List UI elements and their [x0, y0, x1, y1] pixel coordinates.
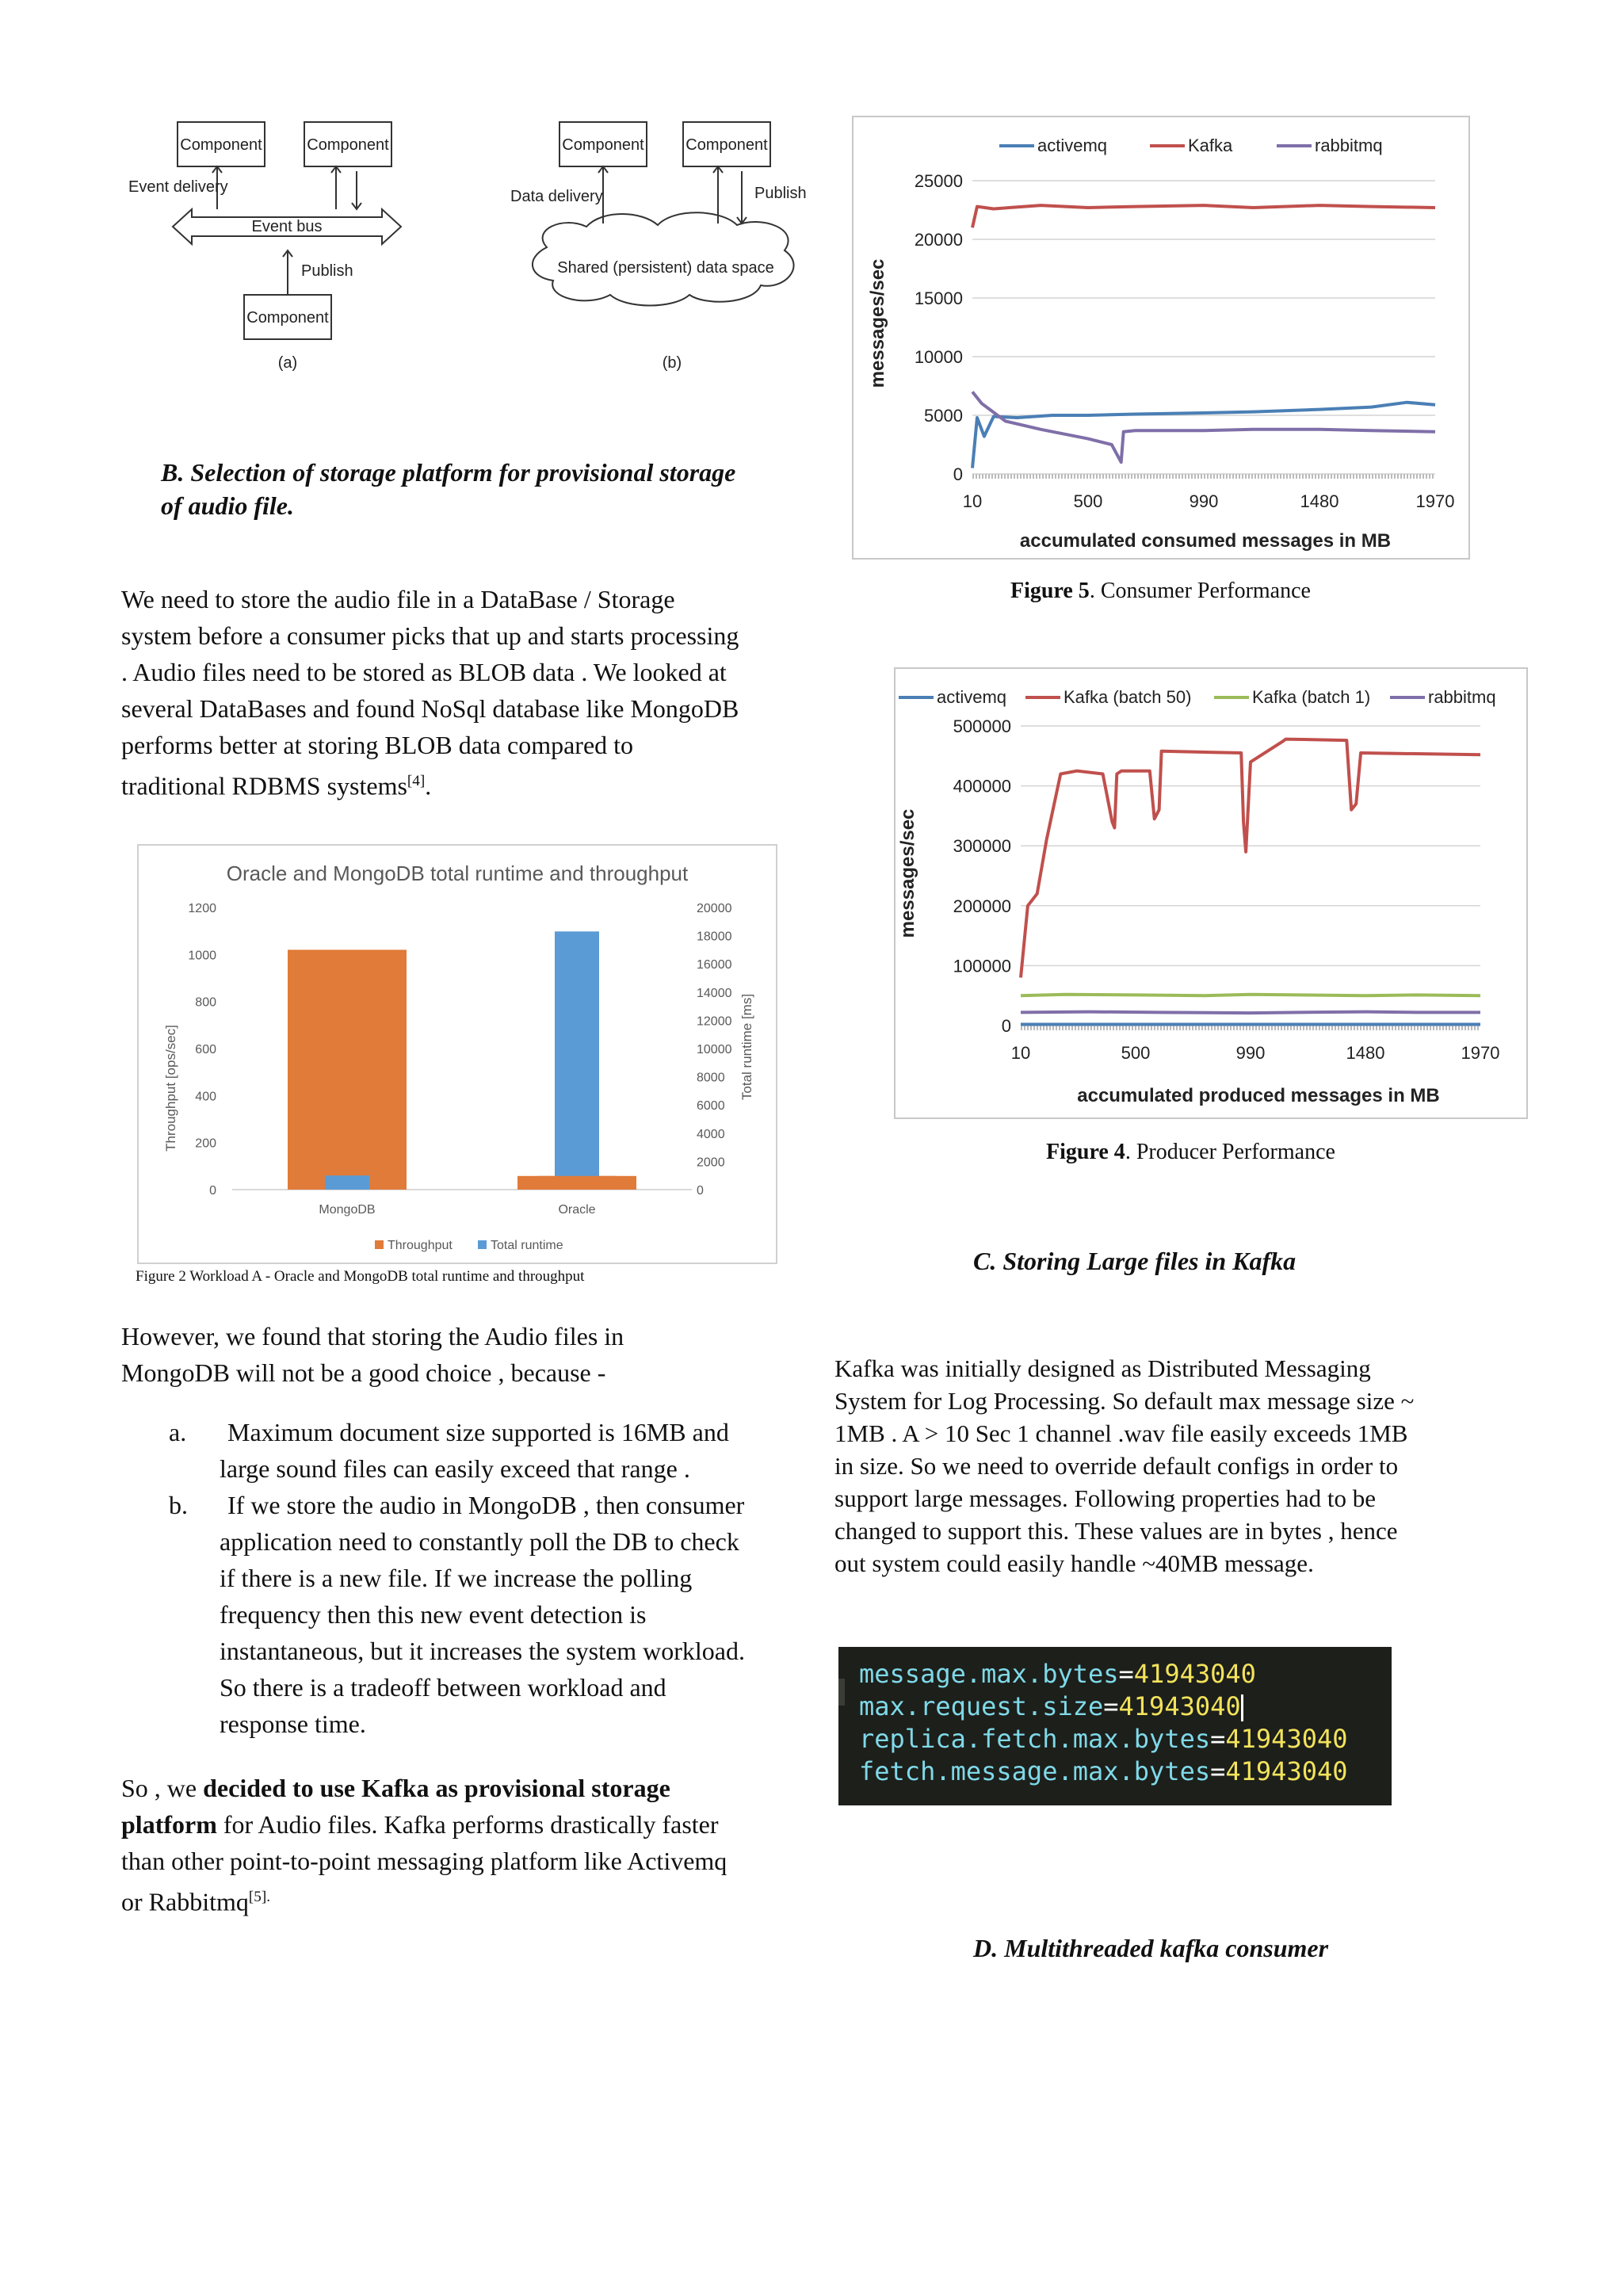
- y-tick-label-right: 12000: [697, 1014, 732, 1029]
- para3-bold: decided to use Kafka as provisional storage: [203, 1774, 670, 1802]
- list-item-line: frequency then this new event detection is: [220, 1600, 647, 1629]
- list-item-line: If we store the audio in MongoDB , then consumer: [227, 1491, 745, 1519]
- y-tick-label: 25000: [914, 171, 963, 191]
- data-delivery-label: Data delivery: [510, 188, 603, 205]
- y-axis-label: messages/sec: [897, 808, 918, 938]
- y-tick-label: 400: [195, 1090, 216, 1104]
- para-line: 1MB . A > 10 Sec 1 channel .wav file easily exceeds 1MB: [834, 1419, 1408, 1447]
- y-tick-label: 500000: [953, 716, 1011, 736]
- para3-bold: platform: [121, 1810, 217, 1839]
- shared-data-space-label: Shared (persistent) data space: [557, 259, 774, 277]
- y-axis-label: messages/sec: [867, 258, 888, 388]
- config-value: 41943040: [1133, 1659, 1256, 1689]
- section-b-heading-line2: of audio file.: [161, 491, 294, 520]
- event-bus-label: Event bus: [251, 218, 323, 235]
- section-b-heading: [161, 456, 735, 522]
- figure-5-line-chart: [852, 116, 1470, 560]
- y-tick-label: 600: [195, 1043, 216, 1056]
- para3-text: So , we: [121, 1774, 204, 1802]
- config-eq: =: [1210, 1724, 1226, 1754]
- y-tick-label: 200000: [953, 896, 1011, 916]
- para1-line: performs better at storing BLOB data compared to: [121, 731, 634, 759]
- para1-end: .: [425, 771, 432, 800]
- config-value: 41943040: [1225, 1724, 1348, 1754]
- list-item-line: Maximum document size supported is 16MB and: [227, 1418, 729, 1446]
- x-tick-label: 10: [962, 491, 983, 511]
- list-item-line: So there is a tradeoff between workload and: [220, 1673, 666, 1702]
- x-tick-label: 1970: [1461, 1043, 1500, 1063]
- y-tick-label-right: 0: [697, 1184, 704, 1198]
- legend-label: Kafka (batch 1): [1252, 687, 1371, 707]
- code-line: [859, 1690, 1348, 1723]
- code-line: [859, 1755, 1348, 1788]
- x-tick-label: 1480: [1300, 491, 1339, 511]
- y-tick-label-right: 8000: [697, 1071, 725, 1085]
- legend-label: Total runtime: [491, 1239, 563, 1252]
- section-c-paragraph: [834, 1352, 1499, 1580]
- para3-line: [121, 1806, 727, 1843]
- y-tick-label: 10000: [914, 347, 963, 367]
- reference-5[interactable]: [5].: [248, 1889, 271, 1905]
- x-axis-label: accumulated produced messages in MB: [1077, 1085, 1440, 1106]
- y-tick-label: 1200: [188, 902, 216, 915]
- para2-line: However, we found that storing the Audio files in: [121, 1322, 624, 1350]
- y-tick-label-right: 6000: [697, 1099, 725, 1114]
- para-line: out system could easily handle ~40MB message.: [834, 1549, 1314, 1577]
- code-line: [859, 1658, 1348, 1690]
- y-tick-label-right: 16000: [697, 958, 732, 972]
- para-line: in size. So we need to override default configs in order to: [834, 1452, 1399, 1480]
- reasons-list: [121, 1414, 795, 1742]
- section-b-paragraph-1: [121, 581, 739, 804]
- section-d-heading: D. Multithreaded kafka consumer: [973, 1934, 1329, 1962]
- text-cursor: [1241, 1694, 1243, 1721]
- legend-label: rabbitmq: [1315, 136, 1383, 155]
- config-key: max.request.size: [859, 1691, 1104, 1721]
- category-label: Oracle: [558, 1203, 596, 1217]
- y-tick-label: 5000: [924, 406, 963, 426]
- x-tick-label: 10: [1010, 1043, 1031, 1063]
- figure-5-caption-label: Figure 5: [1010, 579, 1090, 603]
- figure-5-caption: [1010, 579, 1311, 604]
- legend-label: Kafka (batch 50): [1064, 687, 1192, 707]
- x-tick-label: 500: [1121, 1043, 1151, 1063]
- code-cut-line: [859, 1647, 874, 1657]
- diagram-a-caption: (a): [277, 354, 298, 372]
- diagram-a-publish-label: Publish: [301, 262, 353, 280]
- config-key: fetch.message.max.bytes: [859, 1756, 1211, 1786]
- x-tick-label: 500: [1073, 491, 1103, 511]
- figure-4-line-chart: [894, 667, 1528, 1119]
- para1-text: traditional RDBMS systems: [121, 771, 407, 800]
- bar-throughput-overlay: [537, 1176, 617, 1190]
- section-b-paragraph-3: [121, 1770, 727, 1920]
- para-line: changed to support this. These values are in bytes , hence: [834, 1517, 1398, 1545]
- config-eq: =: [1118, 1659, 1134, 1689]
- section-b-paragraph-2: [121, 1318, 624, 1391]
- list-item-line: instantaneous, but it increases the system workload.: [220, 1637, 745, 1665]
- figure-2-bar-chart: [137, 844, 777, 1264]
- x-tick-label: 990: [1235, 1043, 1266, 1063]
- reference-4[interactable]: [4]: [407, 773, 426, 789]
- config-eq: =: [1210, 1756, 1226, 1786]
- figure-4-caption-label: Figure 4: [1046, 1140, 1125, 1164]
- diagram-b-caption: (b): [662, 354, 682, 372]
- section-b-heading-line1: B. Selection of storage platform for provisional storage: [161, 458, 736, 487]
- list-marker: a.: [169, 1418, 187, 1446]
- para-line: System for Log Processing. So default max message size ~: [834, 1387, 1415, 1415]
- y-tick-label-right: 14000: [697, 986, 732, 1000]
- chart-title: Oracle and MongoDB total runtime and throughput: [226, 861, 689, 885]
- legend-label: rabbitmq: [1428, 687, 1496, 707]
- diagram-b-publish-label: Publish: [754, 185, 807, 202]
- legend-label: Throughput: [388, 1239, 453, 1252]
- para1-line: . Audio files need to be stored as BLOB data . We looked at: [121, 658, 727, 686]
- y-tick-label: 0: [209, 1184, 216, 1198]
- y-tick-label: 0: [953, 464, 963, 484]
- figure-2-caption: Figure 2 Workload A - Oracle and MongoDB total runtime and throughput: [136, 1268, 585, 1285]
- para1-line: [121, 763, 739, 804]
- figure-5-caption-text: . Consumer Performance: [1089, 579, 1311, 603]
- x-tick-label: 990: [1189, 491, 1219, 511]
- kafka-config-code-block: [838, 1647, 1392, 1805]
- list-item-line: if there is a new file. If we increase the polling: [220, 1564, 693, 1592]
- series-line-rabbitmq: [1021, 1012, 1480, 1014]
- y-axis-label: Throughput [ops/sec]: [163, 1025, 178, 1152]
- figure-4-caption: [1046, 1140, 1335, 1165]
- bar-total-runtime: [555, 931, 599, 1190]
- list-item-line: response time.: [220, 1710, 366, 1738]
- para-line: support large messages. Following properties had to be: [834, 1484, 1377, 1512]
- para3-text: for Audio files. Kafka performs drastically faster: [216, 1810, 719, 1839]
- y-tick-label-right: 10000: [697, 1043, 732, 1056]
- y-tick-label: 400000: [953, 776, 1011, 797]
- event-delivery-label: Event delivery: [128, 178, 228, 196]
- series-line-kafka-batch-1-: [1021, 995, 1480, 996]
- para3-line: than other point-to-point messaging platform like Activemq: [121, 1847, 727, 1875]
- y-tick-label-right: 18000: [697, 930, 732, 944]
- y-tick-label: 800: [195, 995, 216, 1010]
- config-value: 41943040: [1118, 1691, 1241, 1721]
- diagram-a-component-1-label: Component: [180, 136, 262, 154]
- list-marker: b.: [169, 1491, 188, 1519]
- diagram-b-component-2-label: Component: [685, 136, 768, 154]
- code-line: [859, 1723, 1348, 1755]
- y-tick-label-right: 20000: [697, 902, 732, 915]
- y-tick-label: 100000: [953, 956, 1011, 976]
- para1-line: system before a consumer picks that up and starts processing: [121, 621, 739, 650]
- list-item-line: application need to constantly poll the DB to check: [220, 1527, 739, 1556]
- y-tick-label: 15000: [914, 288, 963, 308]
- diagram-a-component-2-label: Component: [307, 136, 389, 154]
- architecture-diagram: [119, 111, 816, 380]
- category-label: MongoDB: [319, 1203, 376, 1217]
- x-axis-label: accumulated consumed messages in MB: [1019, 530, 1392, 552]
- x-tick-label: 1480: [1346, 1043, 1385, 1063]
- para1-line: We need to store the audio file in a DataBase / Storage: [121, 585, 675, 613]
- legend-label: activemq: [1037, 136, 1108, 155]
- y-tick-label-right: 4000: [697, 1127, 725, 1141]
- config-key: message.max.bytes: [859, 1659, 1119, 1689]
- x-tick-label: 1970: [1415, 491, 1455, 511]
- y-tick-label-right: 2000: [697, 1156, 725, 1170]
- config-value: 41943040: [1225, 1756, 1348, 1786]
- para3-line: [121, 1770, 727, 1806]
- y-tick-label: 300000: [953, 836, 1011, 857]
- config-eq: =: [1103, 1691, 1119, 1721]
- y-tick-label: 20000: [914, 230, 963, 250]
- bar-throughput: [288, 949, 407, 1190]
- legend-label: activemq: [937, 687, 1007, 707]
- config-key: replica.fetch.max.bytes: [859, 1724, 1211, 1754]
- section-c-heading: C. Storing Large files in Kafka: [973, 1247, 1296, 1275]
- list-item-line: large sound files can easily exceed that range .: [220, 1454, 690, 1483]
- y-axis-label-right: Total runtime [ms]: [739, 993, 754, 1101]
- legend-label: Kafka: [1188, 136, 1233, 155]
- para3-text: or Rabbitmq: [121, 1887, 249, 1916]
- y-tick-label: 200: [195, 1137, 216, 1151]
- list-item: [121, 1487, 795, 1742]
- list-item: [121, 1414, 795, 1487]
- para1-line: several DataBases and found NoSql database like MongoDB: [121, 694, 739, 723]
- legend-swatch: [478, 1240, 487, 1249]
- y-tick-label: 0: [1001, 1016, 1011, 1036]
- para2-line: MongoDB will not be a good choice , because -: [121, 1358, 606, 1387]
- y-tick-label: 1000: [188, 949, 216, 963]
- diagram-b-component-1-label: Component: [562, 136, 644, 154]
- bar-total-runtime: [325, 1175, 369, 1190]
- legend-swatch: [375, 1240, 384, 1249]
- diagram-a-component-3-label: Component: [246, 309, 329, 327]
- para-line: Kafka was initially designed as Distributed Messaging: [834, 1354, 1371, 1382]
- para3-line: [121, 1879, 727, 1920]
- gutter-marker: [838, 1679, 845, 1706]
- figure-4-caption-text: . Producer Performance: [1125, 1140, 1335, 1164]
